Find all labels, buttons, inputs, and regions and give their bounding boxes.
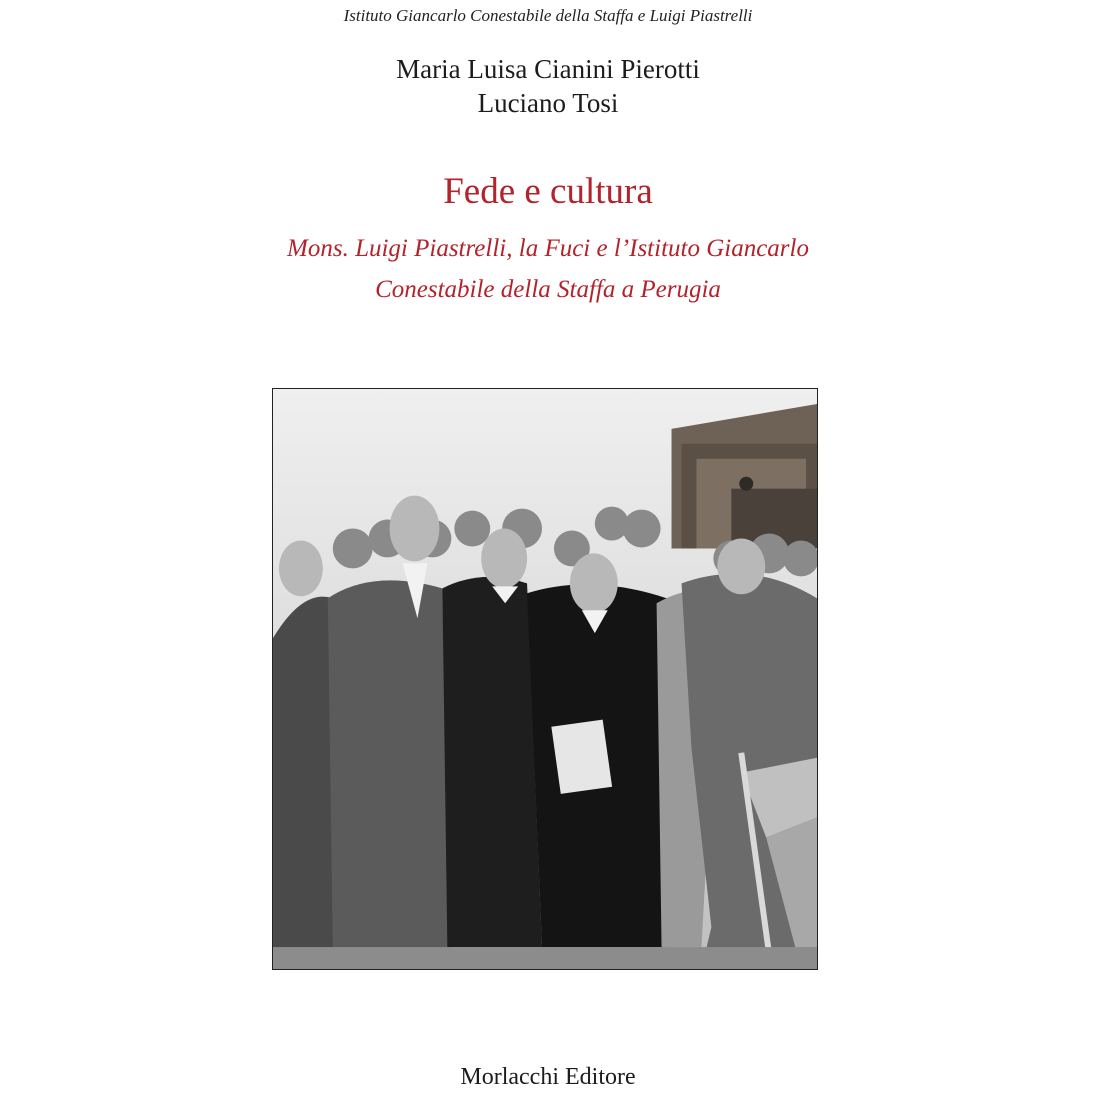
book-subtitle (0, 228, 1096, 310)
author-name: Luciano Tosi (477, 88, 619, 118)
authors (0, 52, 1096, 120)
publisher-name: Morlacchi Editore (460, 1064, 636, 1090)
cabinet-shape (672, 404, 817, 549)
booklet-shape (551, 720, 612, 794)
book-title: Fede e cultura (443, 171, 653, 212)
group-photo-image (272, 388, 818, 970)
floor-shape (273, 947, 817, 969)
subtitle-line: Mons. Luigi Piastrelli, la Fuci e l’Istituto Giancarlo (287, 235, 809, 262)
group-photo-illustration (273, 389, 817, 969)
subtitle-line: Conestabile della Staffa a Perugia (375, 276, 721, 303)
author-name: Maria Luisa Cianini Pierotti (396, 54, 700, 84)
crowd-bodies (273, 574, 817, 969)
series-title: Istituto Giancarlo Conestabile della Staffa e Luigi Piastrelli (343, 6, 753, 25)
